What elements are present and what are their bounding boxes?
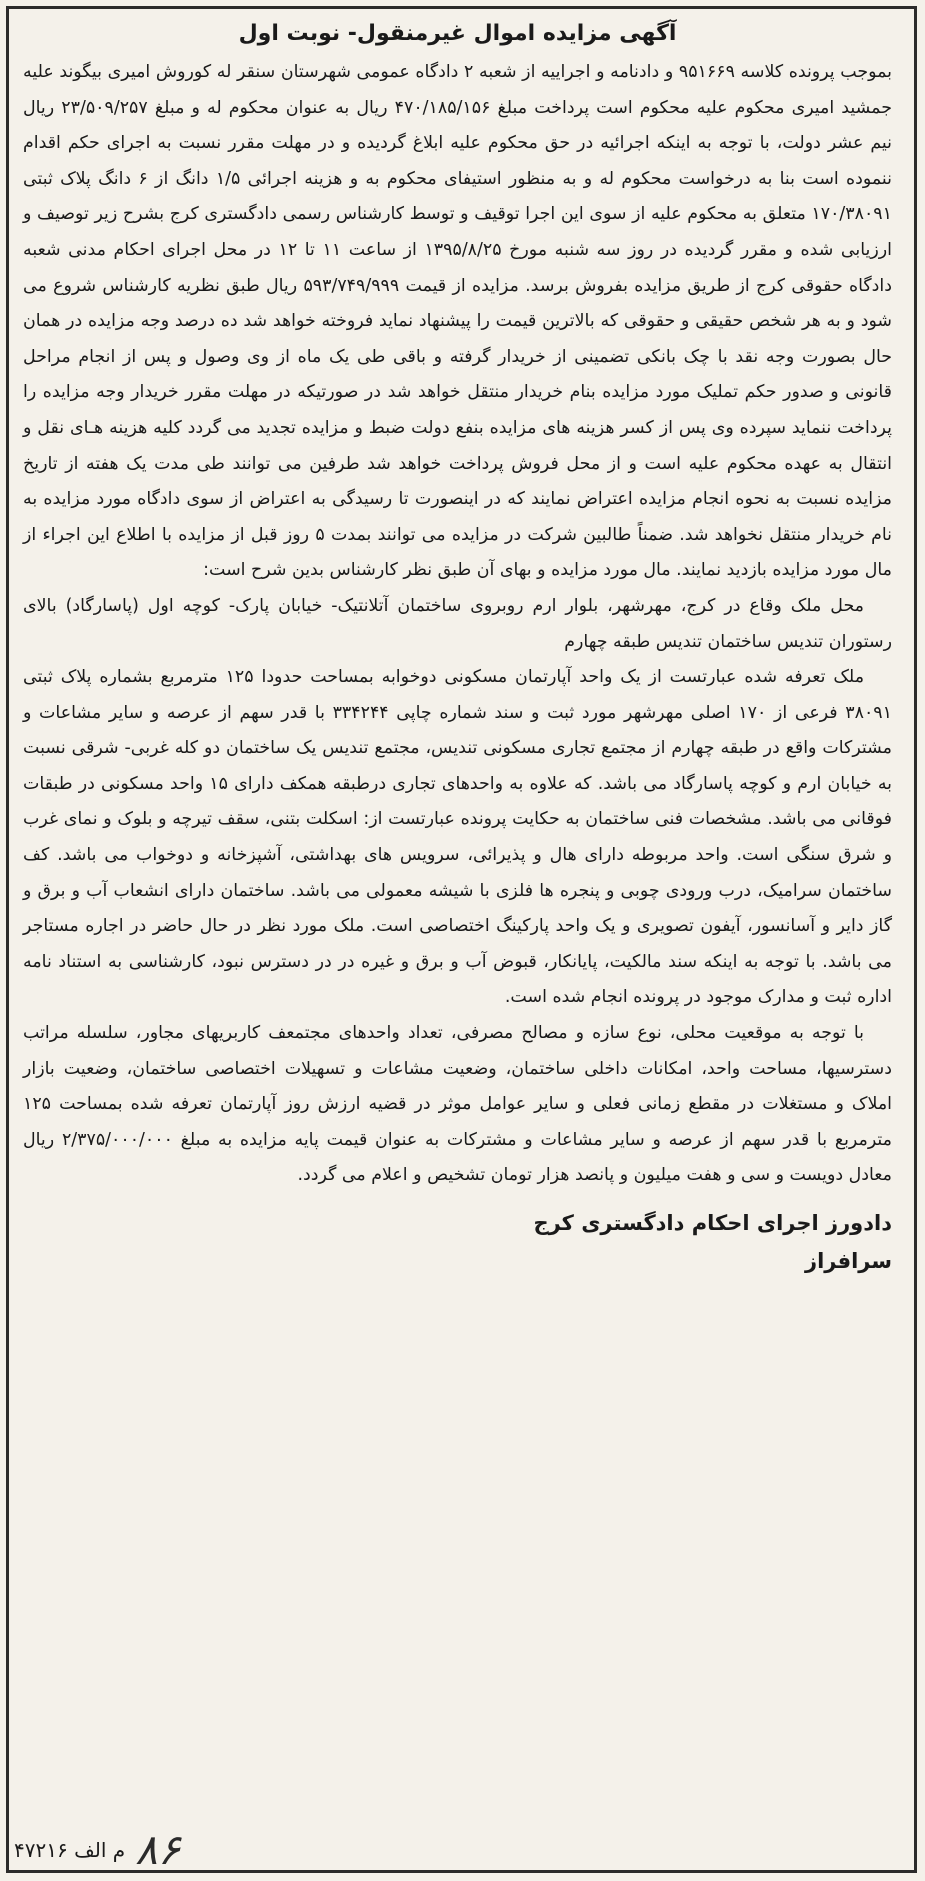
signature-title: دادورز اجرای احکام دادگستری کرج bbox=[533, 1211, 892, 1235]
notice-paragraph-location: محل ملک وقاع در کرج، مهرشهر، بلوار ارم روبروی ساختمان آتلانتیک- خیابان پارک- کوچه اول (پاسارگاد) بالای رستوران تندیس ساختمان تندیس طبقه چهارم bbox=[23, 595, 892, 652]
notice-code: م الف ۴۷۲۱۶ bbox=[14, 1838, 126, 1862]
notice-page bbox=[6, 6, 917, 1873]
notice-paragraph-main: بموجب پرونده کلاسه ۹۵۱۶۶۹ و دادنامه و اجراییه از شعبه ۲ دادگاه عمومی شهرستان سنقر له کوروش امیری بیگوند علیه جمشید امیری محکوم علیه محکوم است پرداخت مبلغ ۴۷۰/۱۸۵/۱۵۶ ریال به عنوان محکوم له و مبلغ ۲۳/۵۰۹/۲۵۷ ریال نیم عشر دولت، با توجه به اینکه اجرائیه در حق محکوم علیه ابلاغ گردیده و در مهلت مقرر نسبت به اجرای حکم اقدام ننموده است بنا به درخواست محکوم له و به منظور استیفای محکوم به و هزینه اجرائی ۱/۵ دانگ از ۶ دانگ پلاک ثبتی ۱۷۰/۳۸۰۹۱ متعلق به محکوم علیه از سوی این اجرا توقیف و توسط کارشناس رسمی دادگستری کرج بشرح زیر توصیف و ارزیابی شده و مقرر گردیده در روز سه شنبه مورخ ۱۳۹۵/۸/۲۵ از ساعت ۱۱ تا ۱۲ در محل اجرای احکام مدنی شعبه دادگاه حقوقی کرج از طریق مزایده بفروش برسد. مزایده از قیمت ۵۹۳/۷۴۹/۹۹۹ ریال طبق نظریه کارشناس شروع می شود و به هر شخص حقیقی و حقوقی که بالاترین قیمت را پیشنهاد نماید فروخته خواهد شد ده درصد وجه مزایده در همان حال بصورت وجه نقد با چک بانکی تضمینی از خریدار گرفته و باقی طی یک ماه از وی وصول و پس از انجام مراحل قانونی و صدور حکم تملیک مورد مزایده بنام خریدار منتقل خواهد شد در صورتیکه در مهلت مقرر خریدار وجه مزایده را پرداخت ننماید سپرده وی پس از کسر هزینه های مزایده بنفع دولت ضبط و مزایده تجدید می گردد کلیه هزینه هـای نقل و انتقال به عهده محکوم علیه است و از محل فروش پرداخت خواهد شد طرفین می توانند طی مدت یک هفته از تاریخ مزایده نسبت به نحوه انجام مزایده اعتراض نمایند که در اینصورت تا رسیدگی به اعتراض از سوی دادگاه مورد مزایده به نام خریدار منتقل نخواهد شد. ضمناً طالبین شرکت در مزایده می توانند بمدت ۵ روز قبل از مزایده با اطلاع این اجراء از مال مورد مزایده بازدید نمایند. مال مورد مزایده و بهای آن طبق نظر کارشناس بدین شرح است: bbox=[23, 62, 892, 581]
handwritten-mark: ۸۶ bbox=[135, 1825, 181, 1874]
notice-paragraph-valuation: با توجه به موقعیت محلی، نوع سازه و مصالح مصرفی، تعداد واحدهای مجتمعف کاربریهای مجاور، سلسله مراتب دسترسیها، مساحت واحد، امکانات داخلی ساختمان، وضعیت مشاعات و تسهیلات اختصاصی ساختمان، وضعیت بازار املاک و مستغلات در مقطع زمانی فعلی و سایر عوامل موثر در قضیه ارزش روز آپارتمان تعرفه شده بمساحت ۱۲۵ مترمربع با قدر سهم از عرصه و سایر مشاعات و مشترکات به عنوان قیمت پایه مزایده به مبلغ ۲/۳۷۵/۰۰۰/۰۰۰ ریال معادل دویست و سی و هفت میلیون و پانصد هزار تومان تشخیص و اعلام می گردد. bbox=[23, 1023, 892, 1186]
footer bbox=[14, 1825, 181, 1874]
signature-block bbox=[23, 1204, 892, 1280]
signature-name: سرافراز bbox=[804, 1249, 892, 1273]
notice-paragraph-description: ملک تعرفه شده عبارتست از یک واحد آپارتمان مسکونی دوخوابه بمساحت حدودا ۱۲۵ مترمربع بشماره پلاک ثبتی ۳۸۰۹۱ فرعی از ۱۷۰ اصلی مهرشهر مورد ثبت و سند شماره چاپی ۳۳۴۲۴۴ با قدر سهم از عرصه و سایر مشاعات و مشترکات واقع در طبقه چهارم از مجتمع تجاری مسکونی تندیس، مجتمع تندیس یک ساختمان دو کله غربی- شرقی نسبت به خیابان ارم و کوچه پاسارگاد می باشد. که علاوه به واحدهای تجاری درطبقه همکف دارای ۱۵ واحد مسکونی در طبقات فوقانی می باشد. مشخصات فنی ساختمان به حکایت پرونده عبارتست از: اسکلت بتنی، سقف تیرچه و بلوک و نمای غرب و شرق سنگی است. واحد مربوطه دارای هال و پذیرائی، سرویس های بهداشتی، آشپزخانه و دوخواب می باشد. کف ساختمان سرامیک، درب ورودی چوبی و پنجره ها فلزی با شیشه معمولی می باشد. ساختمان دارای انشعاب آب و برق و گاز دایر و آسانسور، آیفون تصویری و یک واحد پارکینگ اختصاصی است. ملک مورد نظر در حال حاضر در اجاره مستاجر می باشد. با توجه به اینکه سند مالکیت، پایانکار، قبوض آب و برق و غیره در در دسترس نبود، کارشناسی به استناد نامه اداره ثبت و مدارک موجود در پرونده انجام شده است. bbox=[23, 667, 893, 1008]
notice-title: آگهی مزایده اموال غیرمنقول- نوبت اول bbox=[238, 21, 677, 46]
